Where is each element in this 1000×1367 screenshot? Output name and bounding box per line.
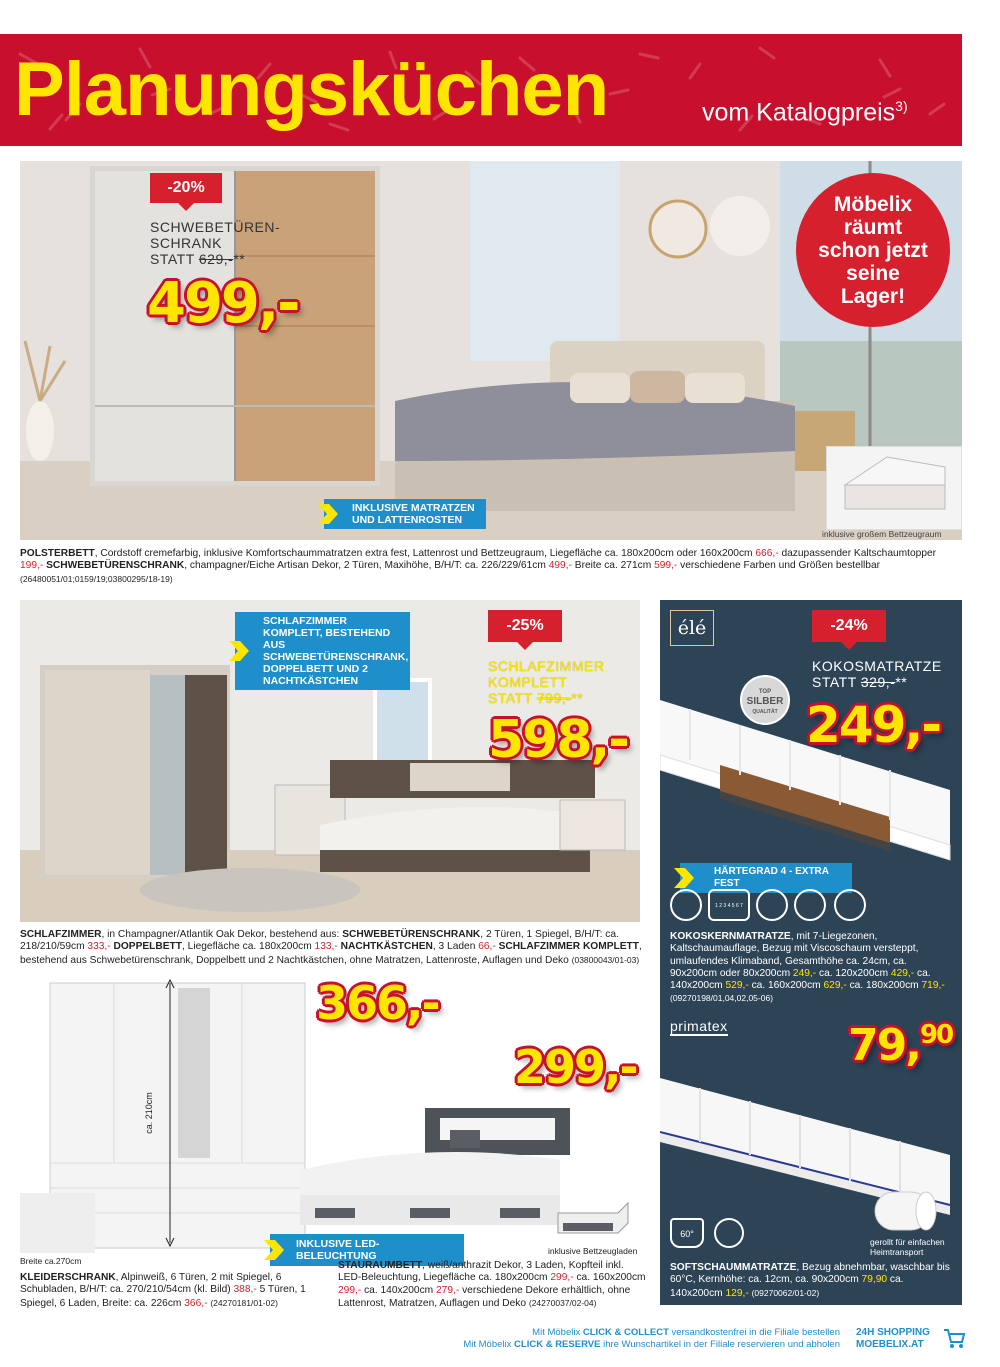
hero-feature-tag: INKLUSIVE MATRATZEN UND LATTENROSTEN (324, 499, 486, 529)
climate-icon (670, 889, 702, 921)
wardrobe-drawing (20, 978, 320, 1268)
primatex-brand-logo: primatex (670, 1018, 728, 1034)
bedroom-set-tag: SCHLAFZIMMER KOMPLETT, BESTEHEND AUS SCHWEBETÜRENSCHRANK, DOPPELBETT UND 2 NACHTKÄSTCHEN (235, 612, 410, 690)
footer-info (380, 1327, 840, 1351)
wash-60-icon: 60° (670, 1218, 704, 1248)
hero-image (20, 161, 962, 540)
click-collect-line[interactable]: Mit Möbelix CLICK & COLLECT versandkostenfrei in die Filiale bestellen (532, 1327, 840, 1338)
description-kleiderschrank: KLEIDERSCHRANK, Alpinweiß, 6 Türen, 2 mit Spiegel, 6 Schubladen, B/H/T: ca. 270/210/54cm (kl. Bild) 388,- 5 Türen, 1 Spiegel, 6 Laden, Breite: ca. 226cm 366,- (24270181/01-02) (20, 1272, 306, 1309)
bedroom-price: 598,- (488, 710, 628, 770)
wardrobe-image (20, 978, 320, 1268)
zipper-icon (714, 1218, 744, 1248)
hero-price: 499,- (147, 271, 299, 336)
hero-inset-caption: inklusive großem Bettzeugraum (822, 529, 942, 539)
mattress-panel (660, 600, 962, 1305)
banner-title: Planungsküchen (14, 47, 609, 132)
click-reserve-line[interactable]: Mit Möbelix CLICK & RESERVE ihre Wunschartikel in der Filiale reservieren und abholen (463, 1339, 840, 1350)
bedroom-discount-badge: -25% (488, 610, 562, 642)
shopping-cart-icon[interactable] (942, 1326, 966, 1350)
mattress-price: 249,- (806, 696, 941, 754)
bedroom-product-label: SCHLAFZIMMER KOMPLETT STATT 799,-** (488, 658, 605, 706)
hero-discount-badge: -20% (150, 173, 222, 203)
hardness-tag: HÄRTEGRAD 4 - EXTRA FEST (680, 863, 852, 893)
hero-inset-image (826, 446, 962, 530)
banner-footnote: 3) (895, 98, 908, 114)
description-schlafzimmer: SCHLAFZIMMER, in Champagner/Atlantik Oak Dekor, bestehend aus: SCHWEBETÜRENSCHRANK, 2 Türen, 1 Spiegel, B/H/T: ca. 218/210/59cm 333,- DOPPELBETT, Liegefläche ca. 180x200cm 133,- NACHTKÄSTCHEN, 3 Laden 66,- SCHLAFZIMMER KOMPLETT, bestehend aus Schwebetürenschrank, Doppelbett und 2 Nachtkästchen, ohne Matratzen, Lattenroste, Auflagen und Deko (03800043/01-03) (20, 929, 642, 966)
hero-product-label: SCHWEBETÜREN- SCHRANK STATT 629,-** (150, 219, 281, 267)
header-banner (0, 34, 962, 146)
shop-link[interactable]: 24H SHOPPING MOEBELIX.AT (856, 1327, 930, 1350)
bedroom-old-price: 799,- (536, 690, 572, 706)
coconut-mattress-image (660, 695, 962, 865)
description-softschaummatratze: SOFTSCHAUMMATRATZE, Bezug abnehmbar, waschbar bis 60°C, Kernhöhe: ca. 12cm, ca. 90x200cm 79,90 ca. 140x200cm 129,- (09270062/01-02) (670, 1262, 950, 1299)
banner-subtitle: vom Katalogpreis$^{3)}$ (702, 98, 908, 127)
wardrobe-height-label: ca. 210cm (143, 1092, 154, 1134)
quality-icon (794, 889, 826, 921)
bedroom-set-image (20, 600, 640, 922)
feature-icons-row (670, 887, 870, 925)
mattress-old-price: 329,- (860, 674, 896, 690)
mattress-product-label: KOKOSMATRATZE STATT 329,-** (812, 658, 942, 690)
wardrobe-price: 366,- (316, 976, 439, 1030)
roll-caption: gerollt für einfachen Heimtransport (870, 1237, 945, 1257)
description-kokoskernmatratze: KOKOSKERNMATRATZE, mit 7-Liegezonen, Kaltschaumauflage, Bezug mit Viscoschaum versteppt, umlaufendes Klimaband, Gesamthöhe ca. 24cm, ca. 90x200cm oder 80x200cm 249,- ca. 120x200cm 429,- ca. 140x200cm 529,- ca. 160x200cm 629,- ca. 180x200cm 719,- (09270198/01,04,02,05-06) (670, 931, 945, 1004)
rolled-mattress-image (870, 1182, 940, 1242)
description-stauraumbett: STAURAUMBETT, weiß/anthrazit Dekor, 3 Laden, Kopfteil inkl. LED-Beleuchtung, Liegefläche ca. 180x200cm 299,- ca. 160x200cm 299,- ca. 140x200cm 279,- verschiedene Dekore erhältlich, ohne Lattenrost, Matratzen, Auflagen und Deko (24270037/02-04) (338, 1260, 646, 1309)
led-tag: INKLUSIVE LED-BELEUCHTUNG (270, 1234, 464, 1266)
comfort-icon (756, 889, 788, 921)
hero-circle-badge: Möbelix räumt schon jetzt seine Lager! (796, 173, 950, 327)
soft-mattress-price: 79,90 (848, 1020, 953, 1071)
zones-scale-icon: 1 2 3 4 5 6 7 (708, 889, 750, 921)
mattress-discount-badge: -24% (812, 610, 886, 642)
bed-price: 299,- (514, 1040, 637, 1094)
wardrobe-width-label: Breite ca.270cm (20, 1256, 82, 1266)
bed-inset-image (548, 1198, 638, 1238)
inset-storage-bed (827, 447, 962, 517)
hero-old-price: 629,- (198, 251, 234, 267)
description-polsterbett: POLSTERBETT, Cordstoff cremefarbig, inklusive Komfortschaummatratzen extra fest, Lattenrost und Bettzeugraum, Liegefläche ca. 180x200cm oder 160x200cm 666,- dazupassender Kaltschaumtopper 199,- SCHWEBETÜRENSCHRANK, champagner/Eiche Artisan Dekor, 2 Türen, Maxihöhe, B/H/T: ca. 226/229/61cm 499,- Breite ca. 271cm 599,- verschiedene Farben und Größen bestellbar (26480051/01;0159/19;03800295/18-19) (20, 548, 937, 584)
height-icon (834, 889, 866, 921)
top-silber-seal: TOP SILBER QUALITÄT (740, 675, 790, 725)
ele-brand-logo: élé (670, 610, 714, 646)
tag-arrow-icon (674, 868, 694, 888)
bed-inset-caption: inklusive Bettzeugladen (548, 1246, 638, 1256)
